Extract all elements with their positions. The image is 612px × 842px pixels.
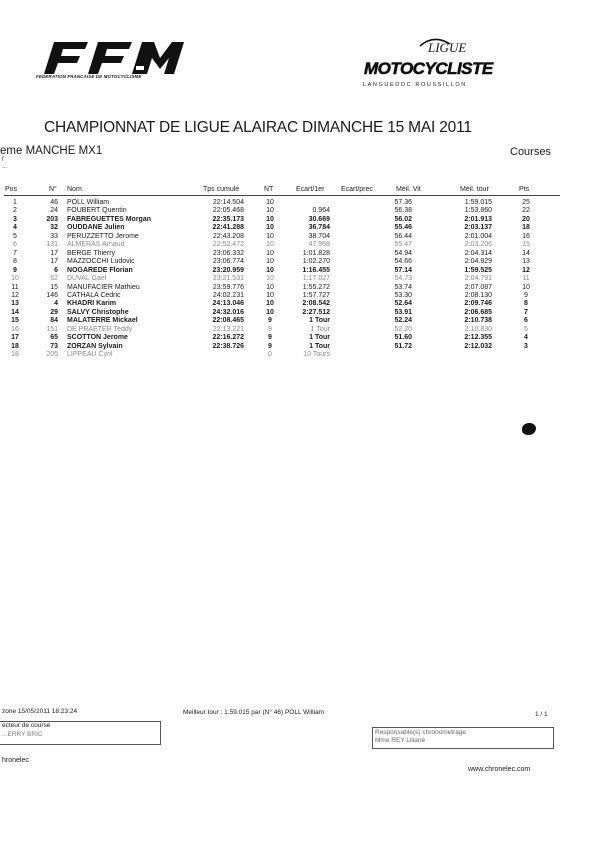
cell-number: 32 xyxy=(50,224,58,232)
cell-position: 4 xyxy=(13,224,17,232)
cell-best-lap: 1:59.015 xyxy=(464,199,492,206)
cell-total-time: 24:02.231 xyxy=(212,291,244,299)
cell-best-speed: 54.94 xyxy=(394,249,412,257)
cell-position: 3 xyxy=(13,215,17,223)
cell-best-speed: 54.73 xyxy=(394,275,412,283)
cell-number: 203 xyxy=(46,215,58,223)
cell-number: 131 xyxy=(46,241,58,249)
cell-best-lap: 2:09.746 xyxy=(464,300,492,308)
cell-best-lap: 1:53.860 xyxy=(464,207,492,215)
cell-best-lap: 2:03.137 xyxy=(464,224,492,232)
cell-best-speed: 53.74 xyxy=(394,283,412,291)
cell-laps: 10 xyxy=(266,241,274,249)
table-row xyxy=(0,299,612,308)
cell-rider-name: MALATERRE Mickael xyxy=(67,317,138,325)
cell-total-time: 22:05.468 xyxy=(212,207,244,215)
cell-best-lap: 1:59.525 xyxy=(464,266,492,274)
cell-rider-name: OUDDANE Julien xyxy=(67,224,125,232)
cell-total-time: 22:41.288 xyxy=(212,224,244,232)
ink-blot xyxy=(522,423,536,435)
best-lap-summary: Meilleur tour : 1:59.015 par (N° 46) POLL William xyxy=(183,709,325,716)
cell-gap-first: 1:02.270 xyxy=(302,258,330,266)
cell-laps: 9 xyxy=(268,325,272,333)
cell-rider-name: KHADRI Karim xyxy=(67,300,117,308)
cell-gap-first: 0.964 xyxy=(312,207,330,215)
cell-laps: 9 xyxy=(268,334,272,342)
cell-laps: 9 xyxy=(268,342,272,350)
cell-number: 17 xyxy=(50,258,58,266)
cell-rider-name: POLL William xyxy=(67,199,110,206)
cell-points: 11 xyxy=(522,275,530,283)
col-header-gap-first: Ecart/1er xyxy=(296,186,325,193)
cell-best-speed: 52.24 xyxy=(394,317,412,325)
cell-laps: 0 xyxy=(268,351,272,359)
table-row xyxy=(0,223,612,232)
cell-number: 6 xyxy=(54,266,58,274)
cell-rider-name: SCOTTON Jerome xyxy=(67,334,128,342)
cell-best-lap: 2:04.929 xyxy=(464,258,492,266)
cell-gap-first: 10 Tours xyxy=(303,351,330,359)
cell-best-speed: 54.66 xyxy=(394,258,412,266)
cell-best-lap: 2:04.314 xyxy=(464,249,492,257)
cell-laps: 10 xyxy=(266,283,274,291)
cell-rider-name: MANUFACIER Mathieu xyxy=(67,283,140,291)
cell-best-speed: 52.20 xyxy=(394,325,412,333)
cell-best-speed: 53.91 xyxy=(394,308,412,316)
table-row xyxy=(0,266,612,275)
cell-laps: 10 xyxy=(266,275,274,283)
cell-laps: 10 xyxy=(266,308,274,316)
ligue-motocycliste-logo xyxy=(360,36,510,84)
cell-gap-first: 1 Tour xyxy=(309,334,330,342)
cell-position: 15 xyxy=(11,317,19,325)
cell-best-speed: 51.72 xyxy=(394,342,412,350)
cell-gap-first: 1 Tour xyxy=(309,342,330,350)
cell-laps: 10 xyxy=(266,215,274,223)
col-header-time: Tps cumulé xyxy=(203,186,240,193)
cell-best-speed: 55.46 xyxy=(394,224,412,232)
cell-rider-name: BERGE Thierry xyxy=(67,249,116,257)
col-header-pos: Pos xyxy=(5,186,18,193)
cell-gap-first: 47.968 xyxy=(308,241,330,249)
cell-position: 9 xyxy=(13,266,17,274)
col-header-name: Nom xyxy=(67,186,82,193)
cell-number: 15 xyxy=(50,283,58,291)
cell-rider-name: DE PRAETER Teddy xyxy=(67,325,133,333)
chronelec-brand: hronelec xyxy=(2,757,29,764)
cell-best-speed: 56.02 xyxy=(394,215,412,223)
cell-laps: 10 xyxy=(266,300,274,308)
cell-total-time: 23:59.776 xyxy=(212,283,244,291)
cell-best-speed: 51.60 xyxy=(394,334,412,342)
website-link[interactable]: www.chronelec.com xyxy=(468,766,531,773)
table-row xyxy=(0,206,612,215)
table-row xyxy=(0,215,612,224)
cell-gap-first: 1 Tour xyxy=(310,325,330,333)
cell-total-time: 22:35.173 xyxy=(212,215,244,223)
margin-mark: f xyxy=(2,157,4,163)
cell-position: 14 xyxy=(11,308,19,316)
cell-best-lap: 2:04.791 xyxy=(464,275,492,283)
cell-points: 4 xyxy=(524,334,528,342)
ffm-tagline: FEDERATION FRANCAISE DE MOTOCYCLISME xyxy=(36,74,142,79)
cell-points: 14 xyxy=(522,249,530,257)
cell-total-time: 22:16.272 xyxy=(212,334,244,342)
cell-points: 20 xyxy=(522,215,530,223)
cell-rider-name: FOUBERT Quentin xyxy=(67,207,127,215)
cell-rider-name: DUVAL Gael xyxy=(67,275,107,283)
table-row xyxy=(0,274,612,283)
table-row xyxy=(0,308,612,317)
cell-position: 18 xyxy=(11,342,19,350)
table-row xyxy=(0,325,612,334)
cell-position: 10 xyxy=(11,275,19,283)
cell-laps: 10 xyxy=(266,232,274,240)
cell-number: 73 xyxy=(50,342,58,350)
col-header-laps: NT xyxy=(264,186,274,193)
cell-gap-first: 1 Tour xyxy=(309,317,330,325)
cell-best-speed: 57.14 xyxy=(394,266,412,274)
cell-position: 5 xyxy=(13,232,17,240)
cell-best-speed: 57.36 xyxy=(394,199,412,206)
cell-total-time: 24:13.046 xyxy=(212,300,244,308)
table-row xyxy=(0,249,612,258)
cell-best-speed: 52.64 xyxy=(394,300,412,308)
cell-number: 151 xyxy=(46,325,58,333)
cell-best-lap: 2:10.738 xyxy=(464,317,492,325)
table-row xyxy=(0,316,612,325)
cell-gap-first: 1:01.828 xyxy=(302,249,330,257)
cell-rider-name: NOGAREDE Florian xyxy=(67,266,133,274)
cell-total-time: 22:08.465 xyxy=(212,317,244,325)
cell-total-time: 22:52.472 xyxy=(212,241,244,249)
cell-number: 17 xyxy=(50,249,58,257)
col-header-num: N° xyxy=(49,186,57,193)
cell-number: 24 xyxy=(50,207,58,215)
cell-position: 13 xyxy=(11,300,19,308)
cell-points: 8 xyxy=(524,300,528,308)
cell-best-speed: 55.47 xyxy=(394,241,412,249)
print-timestamp: zone 15/05/2011 18:23:24 xyxy=(2,708,78,715)
cell-total-time: 22:38.726 xyxy=(212,342,244,350)
cell-laps: 10 xyxy=(266,291,274,299)
cell-position: 12 xyxy=(11,291,19,299)
cell-number: 29 xyxy=(50,308,58,316)
cell-best-speed: 56.38 xyxy=(394,207,412,215)
cell-points: 6 xyxy=(524,317,528,325)
cell-position: 18 xyxy=(11,351,19,359)
cell-number: 46 xyxy=(50,199,58,206)
cell-gap-first: 38.704 xyxy=(308,232,330,240)
cell-total-time: 23:06.332 xyxy=(212,249,244,257)
courses-label: Courses xyxy=(510,146,551,158)
cell-total-time: 23:20.959 xyxy=(212,266,244,274)
col-header-gap-prev: Ecart/prec xyxy=(341,186,373,193)
ligue-logo-main: MOTOCYCLISTE xyxy=(364,59,493,78)
cell-best-lap: 2:12.032 xyxy=(464,342,492,350)
cell-best-lap: 2:12.355 xyxy=(464,334,492,342)
cell-number: 146 xyxy=(46,291,58,299)
cell-position: 8 xyxy=(13,258,17,266)
cell-number: 4 xyxy=(54,300,58,308)
page-number: 1 / 1 xyxy=(535,711,548,718)
cell-rider-name: FABREGUETTES Morgan xyxy=(67,215,152,223)
cell-laps: 10 xyxy=(266,258,274,266)
col-header-best-lap: Meil. tour xyxy=(460,186,489,193)
cell-laps: 9 xyxy=(268,317,272,325)
cell-best-lap: 2:03.206 xyxy=(464,241,492,249)
cell-gap-first: 30.669 xyxy=(308,215,330,223)
cell-position: 17 xyxy=(11,334,19,342)
cell-position: 7 xyxy=(13,249,17,257)
cell-best-speed: 56.44 xyxy=(394,232,412,240)
page-title: CHAMPIONNAT DE LIGUE ALAIRAC DIMANCHE 15 MAI 2011 xyxy=(44,119,472,136)
cell-position: 2 xyxy=(13,207,17,215)
table-row xyxy=(0,257,612,266)
cell-rider-name: LIPPEAU Cyril xyxy=(67,351,113,359)
race-manche-label: eme MANCHE MX1 xyxy=(0,145,103,157)
ligue-logo-top: LIGUE xyxy=(428,40,467,55)
col-header-best-speed: Meil. Vit xyxy=(396,186,421,193)
cell-gap-first: 1:17.027 xyxy=(302,275,330,283)
cell-best-lap: 2:01.913 xyxy=(464,215,492,223)
cell-laps: 10 xyxy=(266,207,274,215)
cell-gap-first: 1:55.272 xyxy=(302,283,330,291)
cell-number: 205 xyxy=(46,351,58,359)
race-director-label: ecteur de course xyxy=(2,722,51,729)
cell-points: 3 xyxy=(524,342,528,350)
cell-best-lap: 2:01.004 xyxy=(464,232,492,240)
cell-total-time: 23:21.531 xyxy=(212,275,244,283)
cell-best-lap: 2:10.830 xyxy=(464,325,492,333)
margin-mark: ... xyxy=(2,164,8,170)
cell-position: 1 xyxy=(13,199,17,206)
table-row xyxy=(0,342,612,351)
cell-points: 22 xyxy=(522,207,530,215)
cell-total-time: 24:32.016 xyxy=(212,308,244,316)
cell-position: 6 xyxy=(13,241,17,249)
table-row xyxy=(0,291,612,300)
table-row xyxy=(0,198,612,207)
cell-rider-name: PERUZZETTO Jerome xyxy=(67,232,139,240)
cell-number: 33 xyxy=(50,232,58,240)
cell-position: 11 xyxy=(11,283,19,291)
ligue-region: LANGUEDOC ROUSSILLON xyxy=(363,82,467,88)
cell-points: 9 xyxy=(524,291,528,299)
table-row xyxy=(0,232,612,241)
table-row xyxy=(0,350,612,359)
cell-rider-name: ALMERAS Arnaud xyxy=(67,241,125,249)
cell-number: 52 xyxy=(50,275,58,283)
cell-rider-name: CATHALA Cedric xyxy=(67,291,121,299)
cell-rider-name: ZORZAN Sylvain xyxy=(67,342,123,350)
cell-position: 16 xyxy=(11,325,19,333)
cell-total-time: 22:13.221 xyxy=(212,325,244,333)
cell-points: 5 xyxy=(524,325,528,333)
cell-points: 10 xyxy=(522,283,530,291)
cell-best-lap: 2:06.685 xyxy=(464,308,492,316)
cell-points: 18 xyxy=(522,224,530,232)
cell-gap-first: 1:57.727 xyxy=(302,291,330,299)
table-row xyxy=(0,240,612,249)
timekeeper-label: Responsable(s) chronometrage xyxy=(375,729,467,736)
cell-gap-first: 2:08.542 xyxy=(302,300,330,308)
table-row xyxy=(0,283,612,292)
cell-points: 12 xyxy=(522,266,530,274)
cell-points: 7 xyxy=(524,308,528,316)
col-header-points: Pts xyxy=(519,186,530,193)
table-row xyxy=(0,333,612,342)
cell-rider-name: MAZZOCCHI Ludovic xyxy=(67,258,135,266)
cell-gap-first: 1:16.455 xyxy=(302,266,330,274)
timekeeper-name: Mme REY Liliane xyxy=(375,737,426,744)
cell-laps: 10 xyxy=(266,249,274,257)
cell-laps: 10 xyxy=(266,199,274,206)
cell-best-lap: 2:08.130 xyxy=(464,291,492,299)
cell-rider-name: SALVY Christophe xyxy=(67,308,129,316)
cell-laps: 10 xyxy=(266,224,274,232)
cell-number: 84 xyxy=(50,317,58,325)
race-director-name: ...ERRY BRIC xyxy=(2,731,43,738)
cell-total-time: 22:43.208 xyxy=(212,232,244,240)
cell-best-speed: 53.30 xyxy=(394,291,412,299)
cell-points: 16 xyxy=(522,232,530,240)
cell-best-lap: 2:07.087 xyxy=(464,283,492,291)
cell-points: 25 xyxy=(522,199,530,206)
cell-total-time: 23:06.774 xyxy=(212,258,244,266)
header-divider xyxy=(4,195,560,196)
cell-points: 15 xyxy=(522,241,530,249)
cell-points: 13 xyxy=(522,258,530,266)
cell-laps: 10 xyxy=(266,266,274,274)
cell-gap-first: 2:27.512 xyxy=(302,308,330,316)
cell-gap-first: 36.784 xyxy=(308,224,330,232)
cell-total-time: 22:14.504 xyxy=(212,199,244,206)
cell-number: 65 xyxy=(50,334,58,342)
